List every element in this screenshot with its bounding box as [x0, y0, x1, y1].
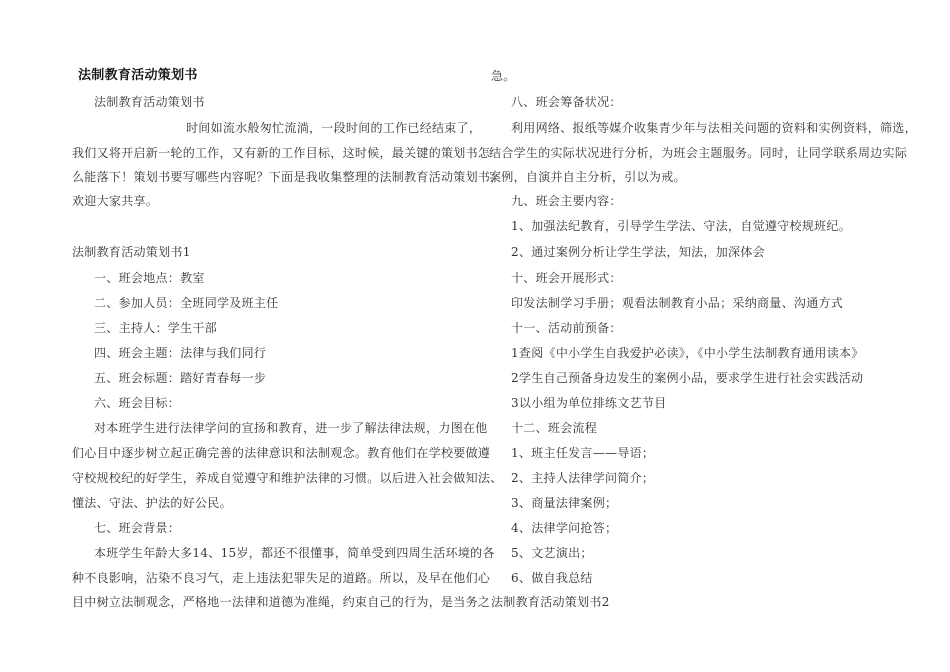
- right-line: 1、班主任发言——导语；: [511, 446, 655, 460]
- right-line: 八、班会筹备状况：: [511, 95, 622, 109]
- item-headline: 五、班会标题：踏好青春每一步: [94, 371, 267, 385]
- goal-line-1: 对本班学生进行法律学问的宣扬和教育，进一步了解法律法规，力图在他: [94, 421, 488, 435]
- item-goal: 六、班会目标：: [94, 396, 181, 410]
- right-line: 结合学生的实际状况进行分析，为班会主题服务。同时，让同学联系周边实际: [489, 146, 908, 160]
- right-line: 印发法制学习手册；观看法制教育小品；采纳商量、沟通方式: [511, 296, 844, 310]
- section-title-1: 法制教育活动策划书1: [72, 245, 191, 259]
- intro-line-1: 时间如流水般匆忙流淌，一段时间的工作已经结束了，: [186, 121, 482, 135]
- right-line: 3、商量法律案例；: [511, 496, 618, 510]
- right-line: 2学生自己预备身边发生的案例小品，要求学生进行社会实践活动: [511, 371, 864, 385]
- background-title: 七、班会背景：: [94, 521, 181, 535]
- right-line: 1、加强法纪教育，引导学生学法、守法，自觉遵守校规班纪。: [511, 219, 852, 233]
- document-title: 法制教育活动策划书: [78, 68, 198, 83]
- background-line-1: 本班学生年龄大多14、15岁，都还不很懂事，简单受到四周生活环境的各: [94, 546, 495, 560]
- right-line: 1查阅《中小学生自我爱护必读》，《中小学生法制教育通用读本》: [511, 346, 864, 360]
- right-line: 急。: [491, 69, 516, 83]
- intro-line-3: 么能落下！策划书要写哪些内容呢？下面是我收集整理的法制教育活动策划书，: [72, 170, 503, 184]
- goal-line-2: 们心目中逐步树立起正确完善的法律意识和法制观念。教育他们在学校要做遵: [72, 446, 491, 460]
- right-line: 利用网络、报纸等媒介收集青少年与法相关问题的资料和实例资料，筛选，: [511, 121, 917, 135]
- right-line: 案例，自演并自主分析，引以为戒。: [489, 170, 686, 184]
- right-line: 3以小组为单位排练文艺节目: [511, 396, 667, 410]
- right-line: 十二、班会流程: [511, 421, 598, 435]
- right-line: 6、做自我总结: [511, 571, 593, 585]
- goal-line-4: 懂法、守法、护法的好公民。: [72, 496, 232, 510]
- right-line: 4、法律学问抢答；: [511, 521, 618, 535]
- right-line: 2、通过案例分析让学生学法，知法，加深体会: [511, 245, 765, 259]
- right-line: 5、文艺演出；: [511, 546, 593, 560]
- right-line: 十、班会开展形式：: [511, 271, 622, 285]
- right-line: 法制教育活动策划书2: [491, 595, 610, 609]
- background-line-3: 目中树立法制观念，严格地一法律和道德为准绳，约束自己的行为，是当务之: [72, 595, 491, 609]
- background-line-2: 种不良影响，沾染不良习气，走上违法犯罪失足的道路。所以，及早在他们心: [72, 571, 491, 585]
- intro-line-2: 我们又将开启新一轮的工作，又有新的工作目标，这时候，最关键的策划书怎: [72, 146, 491, 160]
- item-host: 三、主持人：学生干部: [94, 321, 218, 335]
- item-participants: 二、参加人员：全班同学及班主任: [94, 296, 279, 310]
- right-line: 九、班会主要内容：: [511, 194, 622, 208]
- intro-line-4: 欢迎大家共享。: [72, 194, 159, 208]
- item-theme: 四、班会主题：法律与我们同行: [94, 346, 267, 360]
- goal-line-3: 守校规校纪的好学生，养成自觉遵守和维护法律的习惯。以后进入社会做知法、: [72, 471, 503, 485]
- item-location: 一、班会地点：教室: [94, 271, 205, 285]
- right-line: 十一、活动前预备：: [511, 321, 622, 335]
- right-line: 2、主持人法律学问简介；: [511, 471, 655, 485]
- subtitle: 法制教育活动策划书: [94, 95, 205, 109]
